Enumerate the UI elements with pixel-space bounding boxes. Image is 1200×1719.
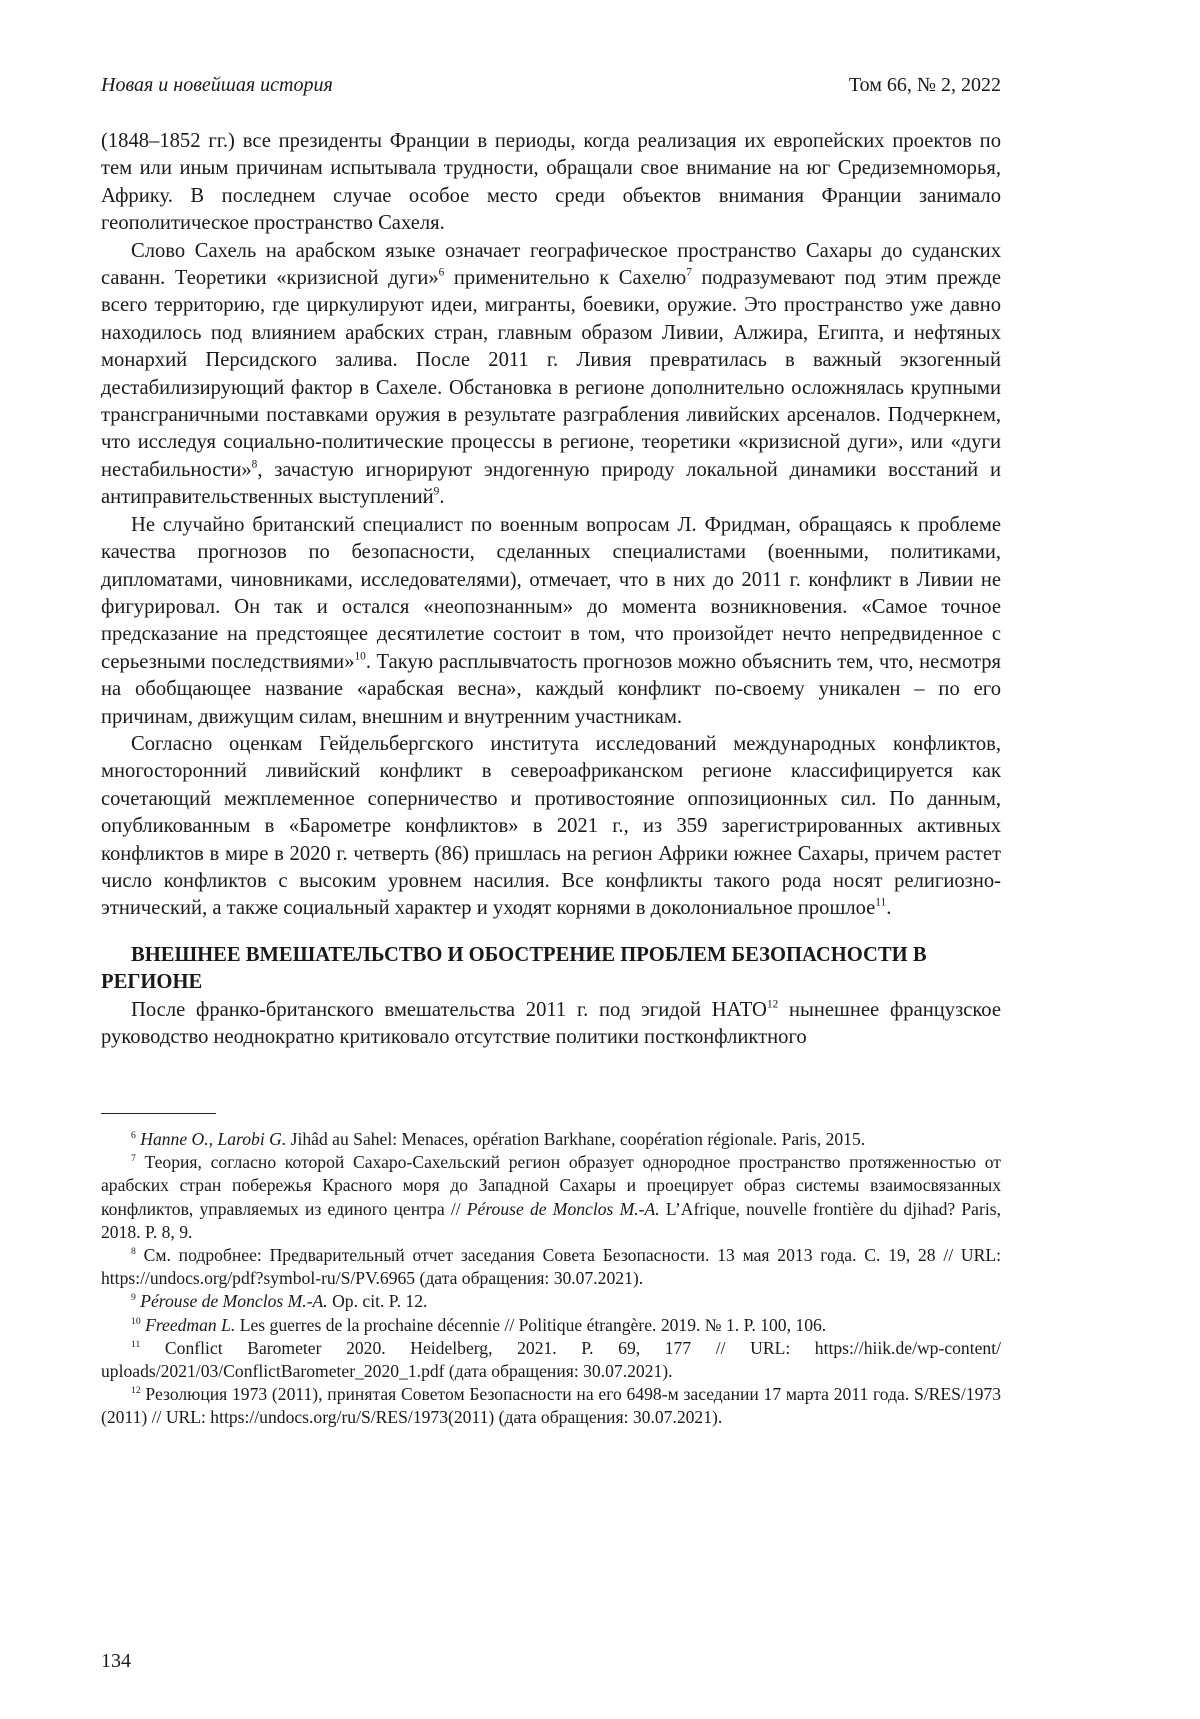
text-run: Слово Сахель на арабском языке означает географическое пространство Сахары до суданских саванн. Теоретики «кризисной дуги» xyxy=(101,240,1001,289)
text-run: . xyxy=(439,486,444,508)
footnote-ref: 7 xyxy=(131,1153,136,1164)
text-run: Не случайно британский специалист по военным вопросам Л. Фридман, обращаясь к проблеме качества прогнозов по безопасности, сделанных специалистами (военными, политиками, дипломатами, чиновниками, исследователями), отмечает, что в них до 2011 г. конфликт в Ливии не фигурировал. Он так и остался «неопознанным» до момента возникновения. «Самое точное предсказание на предстоящее десятилетие состоит в том, что произойдет нечто непредвиденное с серьезными последствиями» xyxy=(101,514,1001,673)
paragraph xyxy=(101,997,1001,1052)
footnote-ref: 12 xyxy=(767,998,778,1010)
footnote-ref: 8 xyxy=(252,458,258,470)
text-run: Freedman L. xyxy=(145,1315,235,1335)
footnote-ref: 9 xyxy=(434,486,440,498)
text-run: . xyxy=(886,897,891,919)
footnote-ref: 9 xyxy=(131,1292,136,1303)
text-run: Op. cit. P. 12. xyxy=(328,1291,428,1311)
section-heading: ВНЕШНЕЕ ВМЕШАТЕЛЬСТВО И ОБОСТРЕНИЕ ПРОБЛЕМ БЕЗОПАСНОСТИ В РЕГИОНЕ xyxy=(101,942,1001,997)
footnote xyxy=(101,1337,1001,1383)
text-run: Теория, согласно которой Сахаро-Сахельский регион образует однородное пространство протяженностью от арабских стран побережья Красного моря до Западной Сахары и проецирует образ системы взаимосвязанных конфликтов, управляемых из единого центра // xyxy=(101,1152,1001,1218)
text-run: Les guerres de la prochaine décennie // Politique étrangère. 2019. № 1. P. 100, 106. xyxy=(235,1315,826,1335)
text-run: Pérouse de Monclos M.-A. xyxy=(467,1199,660,1219)
text-run: подразумевают под этим прежде всего территорию, где циркулируют идеи, мигранты, боевики, оружие. Это пространство уже давно находилось под влиянием арабских стран, главным образом Ливии, Алжира, Египта, и нефтяных монархий Персидского залива. После 2011 г. Ливия превратилась в важный экзогенный дестабилизирующий фактор в Сахеле. Обстановка в регионе дополнительно осложнялась крупными трансграничными поставками оружия в результате разграбления ливийских арсеналов. Подчеркнем, что исследуя социально-политические процессы в регионе, теоретики «кризисной дуги», или «дуги нестабильности» xyxy=(101,267,1001,481)
footnote xyxy=(101,1128,1001,1151)
footnotes xyxy=(101,1128,1001,1430)
footnote-ref: 8 xyxy=(131,1246,136,1257)
text-run: После франко-британского вмешательства 2011 г. под эгидой НАТО xyxy=(131,999,767,1021)
paragraphs-after-heading xyxy=(101,997,1001,1052)
text-run: Jihâd au Sahel: Menaces, opération Barkhane, coopération régionale. Paris, 2015. xyxy=(286,1129,865,1149)
text-run: См. подробнее: Предварительный отчет заседания Совета Безопасности. 13 мая 2013 года. С. 19, 28 // URL: https://undocs.org/pdf?symbol-ru/S/PV.6965 (дата обращения: 30.07.2021). xyxy=(101,1245,1001,1288)
footnote xyxy=(101,1383,1001,1429)
paragraph xyxy=(101,128,1001,238)
text-run: , зачастую игнорируют эндогенную природу локальной динамики восстаний и антиправительственных выступлений xyxy=(101,459,1001,508)
running-header xyxy=(101,74,1001,97)
footnote xyxy=(101,1314,1001,1337)
footnote xyxy=(101,1151,1001,1244)
footnote-separator xyxy=(101,1113,216,1114)
journal-title: Новая и новейшая история xyxy=(101,74,333,97)
footnote-ref: 11 xyxy=(131,1339,140,1350)
footnote-ref: 6 xyxy=(439,267,445,279)
footnote xyxy=(101,1290,1001,1313)
text-run: (1848–1852 гг.) все президенты Франции в периоды, когда реализация их европейских проектов по тем или иным причинам испытывала трудности, обращали свое внимание на юг Средиземноморья, Африку. В последнем случае особое место среди объектов внимания Франции занимало геополитическое пространство Сахеля. xyxy=(101,130,1001,234)
footnote-ref: 10 xyxy=(131,1315,141,1326)
issue-info: Том 66, № 2, 2022 xyxy=(849,74,1001,97)
footnote xyxy=(101,1244,1001,1290)
paragraph xyxy=(101,238,1001,512)
text-run: Hanne O., Larobi G. xyxy=(140,1129,286,1149)
paragraphs xyxy=(101,128,1001,923)
text-run: применительно к Сахелю xyxy=(444,267,686,289)
article-body xyxy=(101,128,1001,1051)
text-run: Conflict Barometer 2020. Heidelberg, 2021. P. 69, 177 // URL: https://hiik.de/wp-content/ uploads/2021/03/ConflictBarometer_2020_1.pdf (дата обращения: 30.07.2021). xyxy=(101,1338,1001,1381)
footnote-ref: 10 xyxy=(355,650,366,662)
paragraph xyxy=(101,512,1001,731)
text-run: L’Afrique, nouvelle frontière du djihad? Paris, 2018. P. 8, 9. xyxy=(101,1199,1001,1242)
paragraph xyxy=(101,731,1001,923)
footnote-ref: 11 xyxy=(875,897,886,909)
text-run: Согласно оценкам Гейдельбергского института исследований международных конфликтов, многосторонний ливийский конфликт в североафриканском регионе классифицируется как сочетающий межплеменное соперничество и противостояние оппозиционных сил. По данным, опубликованным в «Барометре конфликтов» в 2021 г., из 359 зарегистрированных активных конфликтов в мире в 2020 г. четверть (86) пришлась на регион Африки южнее Сахары, причем растет число конфликтов с высоким уровнем насилия. Все конфликты такого рода носят религиозно-этнический, а также социальный характер и уходят корнями в доколониальное прошлое xyxy=(101,733,1001,919)
text-run: Резолюция 1973 (2011), принятая Советом Безопасности на его 6498-м заседании 17 марта 2011 года. S/RES/1973 (2011) // URL: https://undocs.org/ru/S/RES/1973(2011) (дата обращения: 30.07.2021). xyxy=(101,1384,1001,1427)
footnote-ref: 12 xyxy=(131,1385,141,1396)
text-run: нынешнее французское руководство неоднократно критиковало отсутствие политики постконфликтного xyxy=(101,999,1001,1048)
page-number: 134 xyxy=(101,1650,131,1673)
text-run: Pérouse de Monclos M.-A. xyxy=(140,1291,327,1311)
footnote-ref: 7 xyxy=(686,267,692,279)
text-run: . Такую расплывчатость прогнозов можно объяснить тем, что, несмотря на обобщающее название «арабская весна», каждый конфликт по-своему уникален – по его причинам, движущим силам, внешним и внутренним участникам. xyxy=(101,651,1001,728)
footnote-ref: 6 xyxy=(131,1130,136,1141)
